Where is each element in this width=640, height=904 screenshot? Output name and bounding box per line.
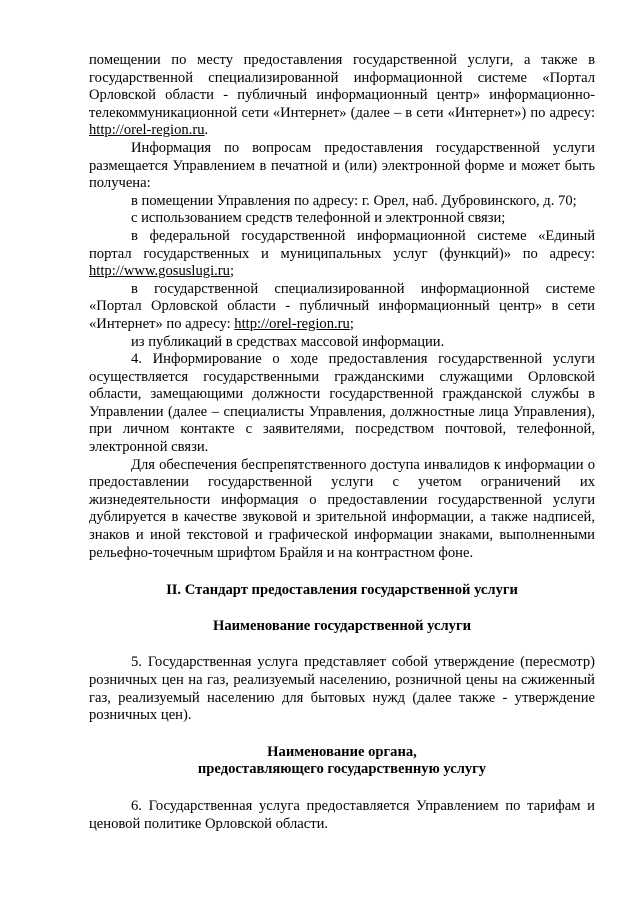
subsection-heading-line: Наименование органа, [267,743,417,760]
paragraph-info-placement: Информация по вопросам предоставления государственной услуги размещается Управлением в печатной и (или) электронной форме и может быть получена: [89,139,595,192]
paragraph-accessibility: Для обеспечения беспрепятственного доступа инвалидов к информации о предоставлении государственной услуги с учетом ограничений их жизнедеятельности информация о предоставлении государственной услуги дублируется в качестве звуковой и зрительной информации, а также надписей, знаков и иной текстовой и графической информации знаками, выполненными рельефно-точечным шрифтом Брайля и на контрастном фоне. [89,456,595,561]
paragraph-tail: ; [229,263,235,280]
paragraph-gosuslugi [89,228,595,281]
document-page [89,52,595,833]
paragraph-regional-portal [89,281,595,334]
gosuslugi-link[interactable]: http://www.gosuslugi.ru [89,263,230,280]
paragraph-item-4: 4. Информирование о ходе предоставления государственной услуги осуществляется государственными гражданскими служащими Орловской области, замещающими должности государственной гражданской службы в Управлении (далее – специалисты Управления, должностные лица Управления), при личном контакте с заявителями, посредством почтовой, телефонной, электронной связи. [89,351,595,456]
paragraph-tail: . [204,122,209,139]
paragraph-office-address: в помещении Управления по адресу: г. Орел, наб. Дубровинского, д. 70; [131,192,577,209]
subsection-heading-service-name: Наименование государственной услуги [213,617,471,634]
paragraph-text: в федеральной государственной информационной системе «Единый портал государственных и муниципальных услуг (функций)» по адресу: [89,227,595,262]
paragraph-item-5: 5. Государственная услуга представляет собой утверждение (пересмотр) розничных цен на газ, реализуемый населению, розничной цены на сжиженный газ, реализуемый населению для бытовых нужд (далее также - утверждение розничных цен). [89,654,595,724]
orel-region-link[interactable]: http://orel-region.ru [89,122,205,139]
paragraph-text: помещении по месту предоставления государственной услуги, а также в государственной специализированной информационной системе «Портал Орловской области - публичный информационный центр» информационно-телекоммуникационной сети «Интернет» (далее – в сети «Интернет») по адресу: [89,52,595,121]
orel-region-link[interactable]: http://orel-region.ru [234,315,350,332]
paragraph-phone-email: с использованием средств телефонной и электронной связи; [131,210,506,227]
paragraph-mass-media: из публикаций в средствах массовой информации. [131,333,445,350]
subsection-heading-authority [89,744,595,779]
paragraph-text: в государственной специализированной информационной системе «Портал Орловской области - публичный информационный центр» в сети «Интернет» по адресу: [89,280,595,332]
subsection-heading-line: предоставляющего государственную услугу [197,761,487,778]
section-heading: II. Стандарт предоставления государственной услуги [166,582,518,599]
paragraph-portal-info [89,52,595,140]
paragraph-tail: ; [349,315,354,332]
paragraph-item-6: 6. Государственная услуга предоставляется Управлением по тарифам и ценовой политике Орловской области. [89,797,595,832]
